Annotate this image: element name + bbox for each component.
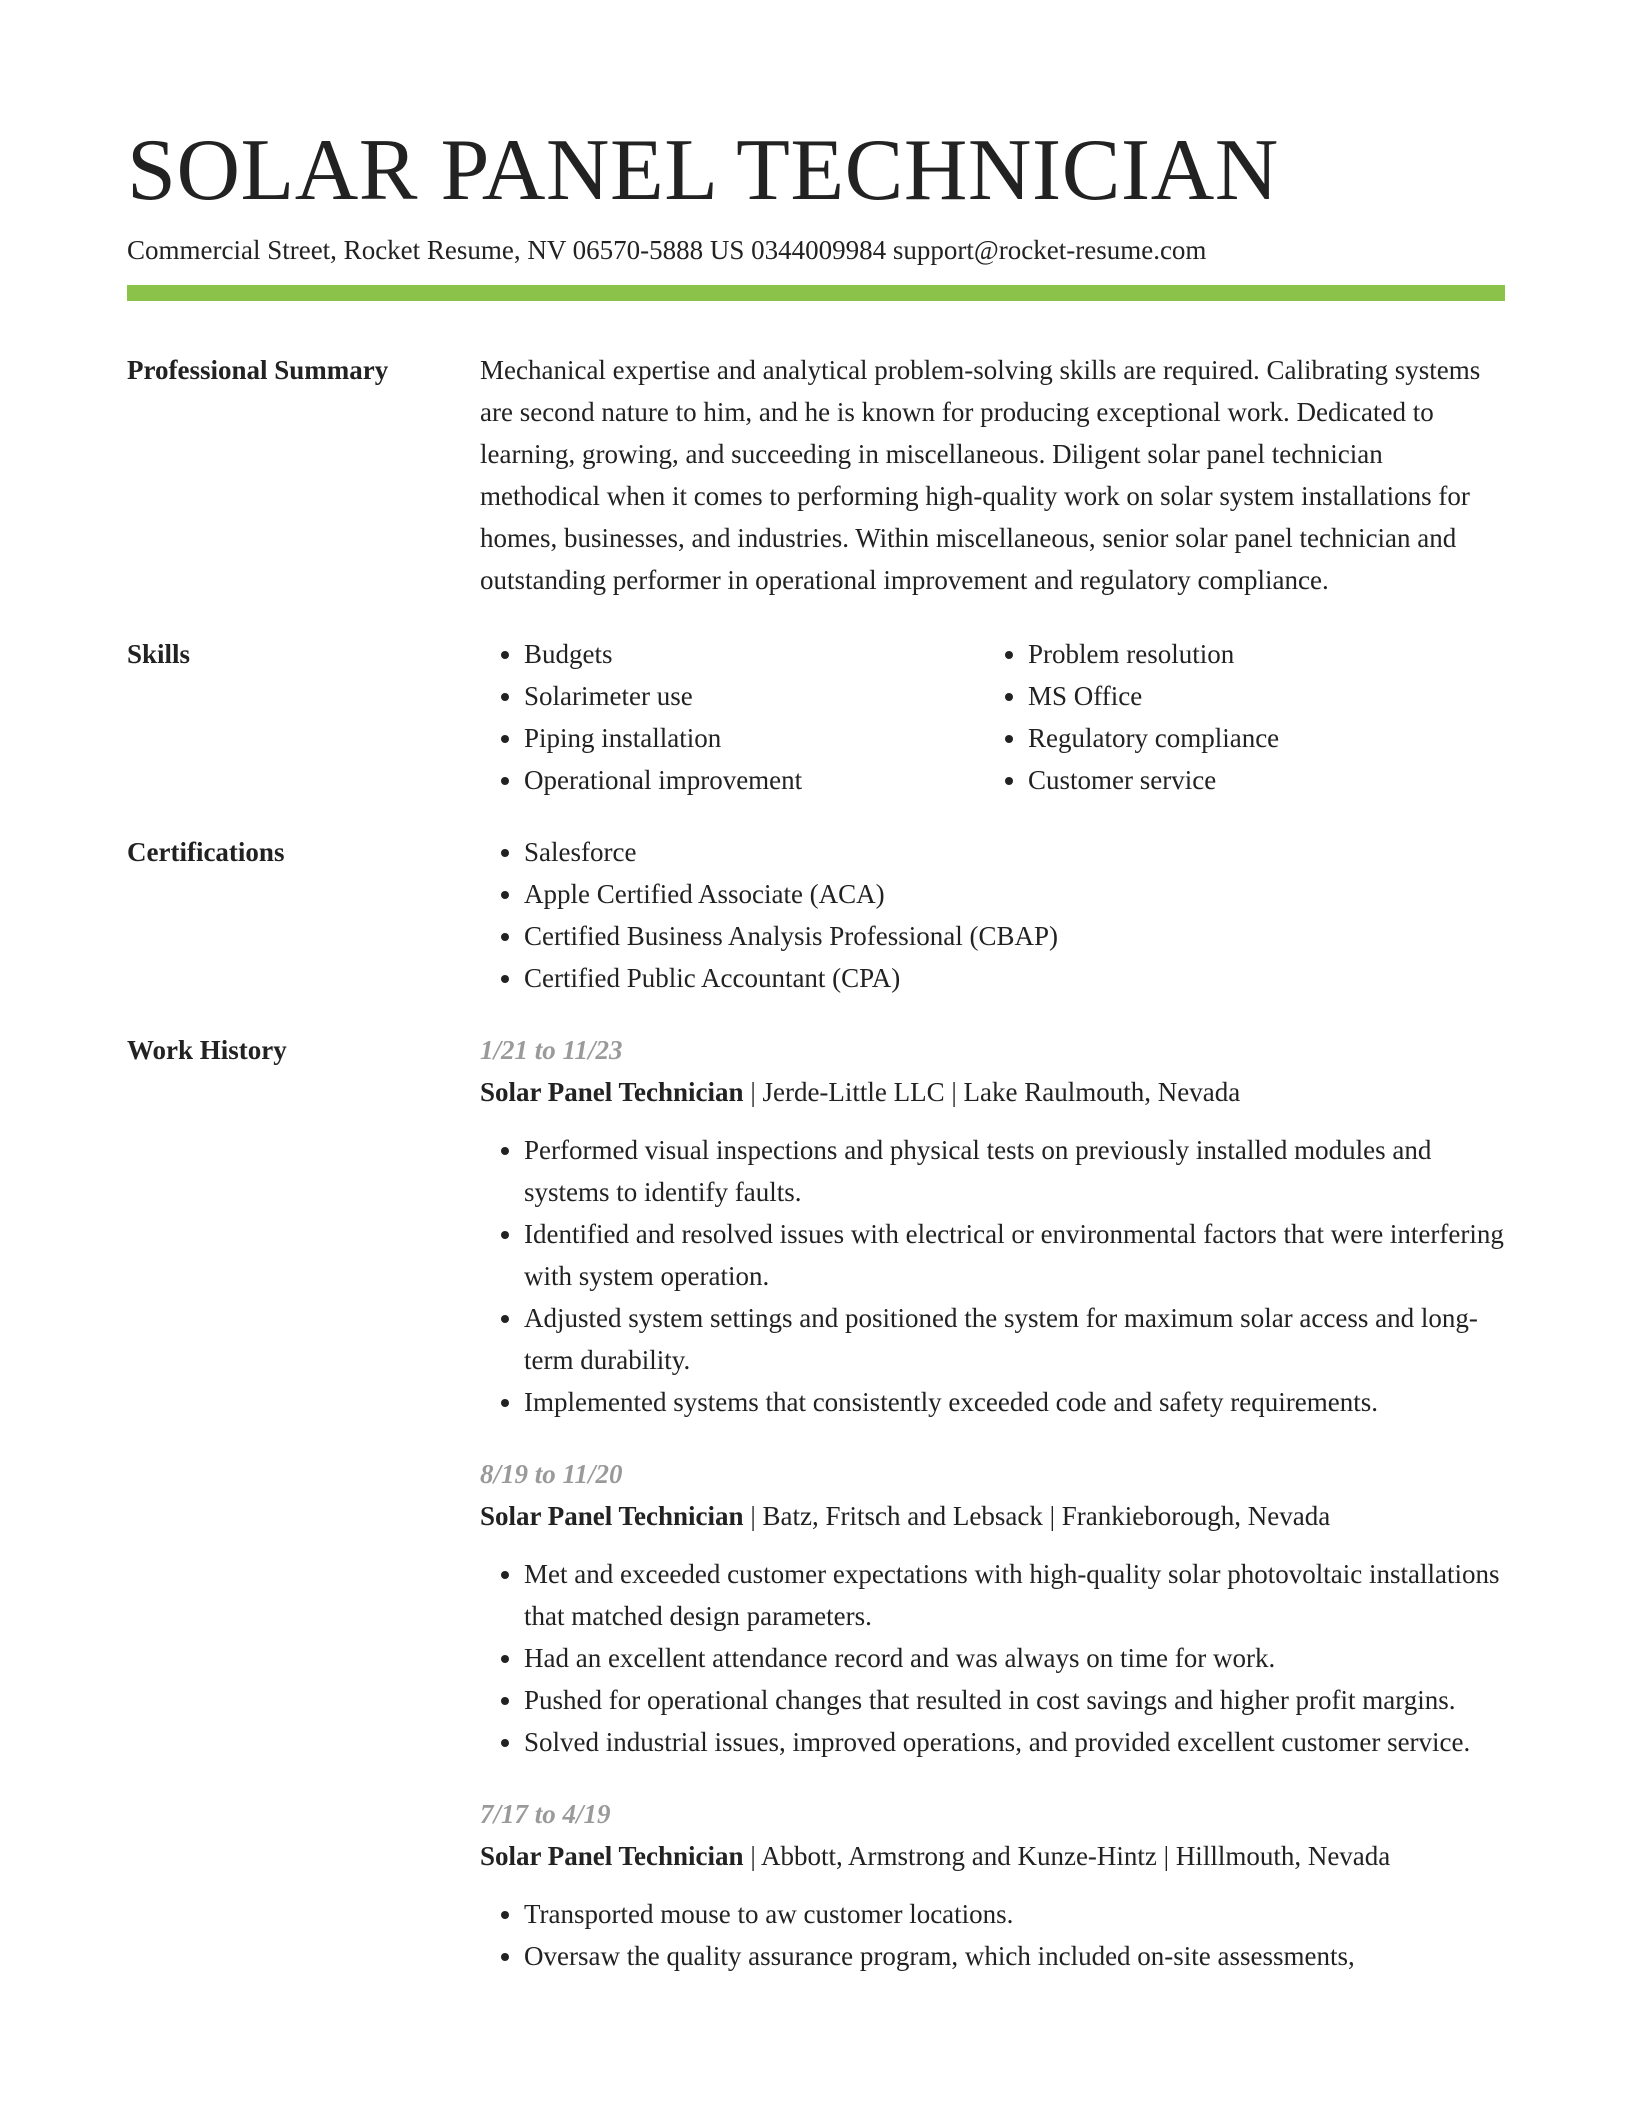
skills-body <box>480 633 1505 801</box>
job-bullet: • Performed visual inspections and physical tests on previously installed modules and systems to identify faults. <box>524 1129 1505 1213</box>
page-title: SOLAR PANEL TECHNICIAN <box>127 122 1279 219</box>
job-role: Solar Panel Technician <box>480 1501 744 1531</box>
job-bullet: • Adjusted system settings and positioned the system for maximum solar access and long-term durability. <box>524 1297 1505 1381</box>
job-bullet: • Implemented systems that consistently exceeded code and safety requirements. <box>524 1381 1505 1423</box>
work-history-section <box>127 1029 1505 2007</box>
section-label-work-history: Work History <box>127 1035 287 1065</box>
skill-item: • Regulatory compliance <box>1028 717 1488 759</box>
job-bullet: • Pushed for operational changes that resulted in cost savings and higher profit margins. <box>524 1679 1505 1721</box>
job-bullets <box>480 1129 1505 1423</box>
skills-list-right <box>984 633 1488 801</box>
summary-text: Mechanical expertise and analytical problem-solving skills are required. Calibrating systems are second nature to him, and he is known for producing exceptional work. Dedicated to learning, growing, and succeeding in miscellaneous. Diligent solar panel technician methodical when it comes to performing high-quality work on solar system installations for homes, businesses, and industries. Within miscellaneous, senior solar panel technician and outstanding performer in operational improvement and regulatory compliance. <box>480 355 1481 595</box>
job-bullets <box>480 1553 1505 1763</box>
section-label-summary: Professional Summary <box>127 355 389 385</box>
section-label-skills: Skills <box>127 639 191 669</box>
certifications-section <box>127 831 1505 999</box>
skill-item: • MS Office <box>1028 675 1488 717</box>
job-entry <box>480 1793 1505 1977</box>
header-divider <box>127 285 1505 301</box>
certification-item: • Salesforce <box>524 831 1505 873</box>
job-bullet: • Oversaw the quality assurance program, which included on-site assessments, <box>524 1935 1505 1977</box>
job-bullet: • Had an excellent attendance record and was always on time for work. <box>524 1637 1505 1679</box>
job-bullet: • Transported mouse to aw customer locations. <box>524 1893 1505 1935</box>
job-entry <box>480 1453 1505 1763</box>
summary-body <box>480 349 1505 601</box>
job-employer-location: | Batz, Fritsch and Lebsack | Frankieborough, Nevada <box>743 1501 1331 1531</box>
skill-item: • Customer service <box>1028 759 1488 801</box>
job-date: 1/21 to 11/23 <box>480 1035 623 1065</box>
skill-item: • Operational improvement <box>524 759 984 801</box>
job-date: 7/17 to 4/19 <box>480 1799 611 1829</box>
job-bullet: • Identified and resolved issues with electrical or environmental factors that were interfering with system operation. <box>524 1213 1505 1297</box>
job-bullets <box>480 1893 1505 1977</box>
job-heading <box>480 1495 1505 1537</box>
certification-item: • Certified Business Analysis Professional (CBAP) <box>524 915 1505 957</box>
skill-item: • Budgets <box>524 633 984 675</box>
job-date: 8/19 to 11/20 <box>480 1459 623 1489</box>
work-history-body <box>480 1029 1505 2007</box>
skill-item: • Problem resolution <box>1028 633 1488 675</box>
skills-list-left <box>480 633 984 801</box>
resume-sections <box>127 349 1505 2039</box>
job-employer-location: | Abbott, Armstrong and Kunze-Hintz | Hilllmouth, Nevada <box>743 1841 1391 1871</box>
job-heading <box>480 1835 1505 1877</box>
section-label-certifications: Certifications <box>127 837 285 867</box>
skill-item: • Piping installation <box>524 717 984 759</box>
job-bullet: • Met and exceeded customer expectations with high-quality solar photovoltaic installations that matched design parameters. <box>524 1553 1505 1637</box>
skills-section <box>127 633 1505 801</box>
contact-line: Commercial Street, Rocket Resume, NV 06570-5888 US 0344009984 support@rocket-resume.com <box>127 235 1207 265</box>
job-role: Solar Panel Technician <box>480 1077 744 1107</box>
certification-item: • Certified Public Accountant (CPA) <box>524 957 1505 999</box>
certifications-list <box>480 831 1505 999</box>
job-heading <box>480 1071 1505 1113</box>
job-employer-location: | Jerde-Little LLC | Lake Raulmouth, Nevada <box>743 1077 1241 1107</box>
job-role: Solar Panel Technician <box>480 1841 744 1871</box>
certifications-body <box>480 831 1505 999</box>
job-entry <box>480 1029 1505 1423</box>
summary-section <box>127 349 1505 601</box>
job-bullet: • Solved industrial issues, improved operations, and provided excellent customer service. <box>524 1721 1505 1763</box>
skill-item: • Solarimeter use <box>524 675 984 717</box>
certification-item: • Apple Certified Associate (ACA) <box>524 873 1505 915</box>
